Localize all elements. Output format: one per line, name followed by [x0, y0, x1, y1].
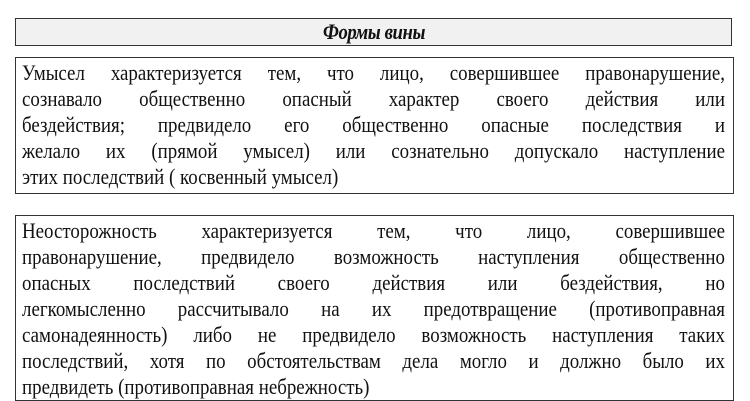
negligence-definition-box: [15, 215, 734, 401]
text-line: самонадеянность) либо не предвидело возможность наступления таких: [22, 322, 725, 347]
text-line: желало их (прямой умысел) или сознательно допускало наступление: [22, 138, 725, 163]
text-line: предвидеть (противоправная небрежность): [22, 374, 370, 399]
text-line: бездействия; предвидело его общественно опасные последствия и: [22, 112, 725, 137]
forms-of-guilt-header: [15, 18, 732, 46]
text-line: сознавало общественно опасный характер своего действия или: [22, 86, 725, 111]
text-line: опасных последствий своего действия или бездействия, но: [22, 270, 725, 295]
text-line: последствий, хотя по обстоятельствам дела могло и должно было их: [22, 348, 725, 373]
intent-definition-box: [15, 57, 734, 194]
text-line: правонарушение, предвидело возможность наступления общественно: [22, 244, 725, 269]
text-line: этих последствий ( косвенный умысел): [22, 164, 339, 189]
text-line: легкомысленно рассчитывало на их предотвращение (противоправная: [22, 296, 725, 321]
text-line: Неосторожность характеризуется тем, что лицо, совершившее: [22, 218, 725, 243]
text-line: Умысел характеризуется тем, что лицо, совершившее правонарушение,: [22, 60, 725, 85]
page-title: Формы вины: [322, 19, 425, 44]
